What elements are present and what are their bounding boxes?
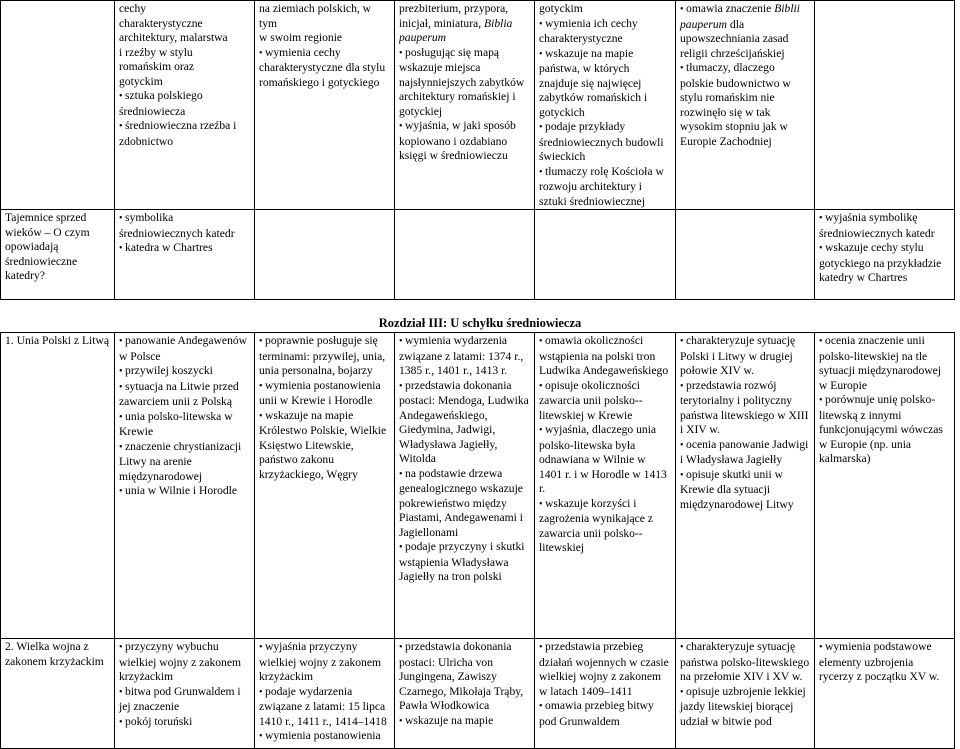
table-cell xyxy=(115,639,255,749)
cell-text: romańskim oraz xyxy=(119,60,195,73)
table-cell xyxy=(535,639,676,749)
table-cell xyxy=(115,210,255,300)
table-cell xyxy=(535,333,676,639)
cell-text: gotyckim xyxy=(539,2,583,15)
italic-term: Biblii pauperum xyxy=(680,2,800,31)
list-item: • omawia okoliczności wstąpienia na polski tron Ludwika Andegaweńskiego xyxy=(539,334,671,379)
list-item: • podaje przykłady średniowiecznych budowli świeckich xyxy=(539,120,671,165)
list-item: • opisuje uzbrojenie lekkiej jazdy litewskiej biorącej udział w bitwie pod xyxy=(680,685,810,730)
table-row xyxy=(1,639,955,749)
table-cell xyxy=(676,1,815,210)
list-item: • podaje przyczyny i skutki wstąpienia Władysława Jagiełły na tron polski xyxy=(399,540,530,585)
list-item: • poprawnie posługuje się terminami: przywilej, unia, unia personalna, bojarzy xyxy=(259,334,390,379)
table-cell xyxy=(395,333,535,639)
list-item: • charakteryzuje sytuację Polski i Litwy w drugiej połowie XIV w. xyxy=(680,334,810,379)
cell-text: architektury, malarstwa xyxy=(119,31,228,44)
list-item: • wymienia postanowienia unii w Krewie i Horodle xyxy=(259,379,390,409)
list-item: • opisuje okoliczności zawarcia unii polsko--litewskiej w Krewie xyxy=(539,379,671,424)
list-item: • wskazuje na mapie Królestwo Polskie, Wielkie Księstwo Litewskie, państwo zakonu krzyżackiego, Węgry xyxy=(259,409,390,483)
list-item: • unia w Wilnie i Horodle xyxy=(119,484,250,500)
table-cell xyxy=(255,210,395,300)
list-item: • tłumaczy, dlaczego polskie budownictwo w stylu romańskim nie rozwinęło się w tak wysokim stopniu jak w Europie Zachodniej xyxy=(680,61,810,149)
list-item: • wskazuje korzyści i zagrożenia wynikające z zawarcia unii polsko--litewskiej xyxy=(539,497,671,556)
list-item: • znaczenie chrystianizacji Litwy na arenie międzynarodowej xyxy=(119,440,250,485)
list-item: • pokój toruński xyxy=(119,715,250,731)
list-item: • omawia przebieg bitwy pod Grunwaldem xyxy=(539,699,671,729)
curriculum-table-bottom xyxy=(0,332,955,749)
cell-text: prezbiterium, przypora, xyxy=(399,2,509,15)
cell-text: dla upowszechniania zasad religii chrześcijańskiej xyxy=(680,17,789,60)
table-cell xyxy=(255,639,395,749)
list-item: • wymienia wydarzenia związane z latami: 1374 r., 1385 r., 1401 r., 1413 r. xyxy=(399,334,530,379)
cell-text: i rzeźby w stylu xyxy=(119,45,193,59)
table-cell xyxy=(676,210,815,300)
table-cell xyxy=(1,1,115,210)
list-item: • posługując się mapą wskazuje miejsca najsłynniejszych zabytków architektury romańskiej i gotyckiej xyxy=(399,46,530,120)
list-item: • wymienia ich cechy charakterystyczne xyxy=(539,17,671,47)
table-row xyxy=(1,333,955,639)
list-item: • wyjaśnia przyczyny wielkiej wojny z zakonem krzyżackim xyxy=(259,640,390,685)
table-cell xyxy=(395,1,535,210)
table-cell xyxy=(815,333,955,639)
list-item: • przedstawia przebieg działań wojennych w czasie wielkiej wojny z zakonem w latach 1409–1411 xyxy=(539,640,671,699)
list-item: • unia polsko-litewska w Krewie xyxy=(119,410,250,440)
list-item: • wyjaśnia, dlaczego unia polsko-litewska była odnawiana w Wilnie w 1401 r. i w Horodle w 1413 r. xyxy=(539,423,671,497)
list-item: • wyjaśnia, w jaki sposób kopiowano i ozdabiano księgi w średniowieczu xyxy=(399,119,530,164)
list-item: • katedra w Chartres xyxy=(119,241,250,257)
list-item: • symbolika średniowiecznych katedr xyxy=(119,211,250,241)
cell-text: charakterystyczne xyxy=(119,16,203,30)
list-item: • przyczyny wybuchu wielkiej wojny z zakonem krzyżackim xyxy=(119,640,250,685)
curriculum-table-top xyxy=(0,0,955,300)
table-cell xyxy=(115,333,255,639)
italic-term: pauperum xyxy=(399,31,447,44)
list-item: • ocenia panowanie Jadwigi i Władysława Jagiełły xyxy=(680,438,810,468)
list-item: • podaje wydarzenia związane z latami: 15 lipca 1410 r., 1411 r., 1414–1418 xyxy=(259,685,390,730)
list-item: • średniowieczna rzeźba i zdobnictwo xyxy=(119,119,250,149)
italic-term: Biblia xyxy=(484,16,513,30)
list-item: • przedstawia dokonania postaci: Mendoga, Ludwika Andegaweńskiego, Giedymina, Jadwigi, Władysława Jagiełły, Witolda xyxy=(399,379,530,467)
list-item: • wskazuje cechy stylu gotyckiego na przykładzie katedry w Chartres xyxy=(819,241,950,286)
list-item: • wyjaśnia symbolikę średniowiecznych katedr xyxy=(819,211,950,241)
list-item: • tłumaczy rolę Kościoła w rozwoju architektury i sztuki średniowiecznej xyxy=(539,165,671,210)
cell-text: inicjał, miniatura, xyxy=(399,16,482,30)
table-cell xyxy=(395,210,535,300)
list-item: • na podstawie drzewa genealogicznego wskazuje pokrewieństwo między Piastami, Andegawenami i Jagiellonami xyxy=(399,467,530,541)
topic-cell: 1. Unia Polski z Litwą xyxy=(1,333,115,639)
cell-text: omawia znaczenie xyxy=(686,2,772,15)
cell-text: w swoim regionie xyxy=(259,31,343,44)
table-cell xyxy=(815,639,955,749)
list-item: • wymienia podstawowe elementy uzbrojenia rycerzy z początku XV w. xyxy=(819,640,950,685)
table-cell xyxy=(815,210,955,300)
list-item: • wymienia postanowienia xyxy=(259,729,390,745)
list-item: • przedstawia rozwój terytorialny i polityczny państwa litewskiego w XIII i XIV w. xyxy=(680,379,810,438)
list-item: • przedstawia dokonania postaci: Ulricha von Jungingena, Zawiszy Czarnego, Mikołaja Trąby, Pawła Włodkowica xyxy=(399,640,530,714)
list-item: • sytuacja na Litwie przed zawarciem unii z Polską xyxy=(119,380,250,410)
list-item: • opisuje skutki unii w Krewie dla sytuacji międzynarodowej Litwy xyxy=(680,468,810,513)
cell-text: na ziemiach polskich, w tym xyxy=(259,2,372,30)
topic-cell: Tajemnice sprzed wieków – O czym opowiadają średniowieczne katedry? xyxy=(1,210,115,300)
list-item: • panowanie Andegawenów w Polsce xyxy=(119,334,250,364)
table-cell xyxy=(115,1,255,210)
table-cell xyxy=(676,333,815,639)
table-cell xyxy=(255,1,395,210)
table-row xyxy=(1,210,955,300)
list-item: • wskazuje na mapie xyxy=(399,714,530,730)
list-item: • porównuje unię polsko-litewską z innymi funkcjonującymi wówczas w Europie (np. unia kalmarska) xyxy=(819,393,950,467)
topic-cell: 2. Wielka wojna z zakonem krzyżackim xyxy=(1,639,115,749)
list-item: • wskazuje na mapie państwa, w których znajduje się najwięcej zabytków romańskich i gotyckich xyxy=(539,47,671,121)
list-item xyxy=(680,2,810,61)
cell-text: gotyckim xyxy=(119,74,163,88)
table-cell xyxy=(535,210,676,300)
list-item: • wymienia cechy charakterystyczne dla stylu romańskiego i gotyckiego xyxy=(259,46,390,91)
list-item: • przywilej koszycki xyxy=(119,364,250,380)
list-item: • ocenia znaczenie unii polsko-litewskiej na tle sytuacji międzynarodowej w Europie xyxy=(819,334,950,393)
table-row xyxy=(1,1,955,210)
table-cell xyxy=(676,639,815,749)
table-cell xyxy=(255,333,395,639)
section-heading: Rozdział III: U schyłku średniowiecza xyxy=(378,316,582,330)
table-cell xyxy=(815,1,955,210)
table-cell xyxy=(535,1,676,210)
list-item: • bitwa pod Grunwaldem i jej znaczenie xyxy=(119,685,250,715)
table-cell xyxy=(395,639,535,749)
list-item: • charakteryzuje sytuację państwa polsko-litewskiego na przełomie XIV i XV w. xyxy=(680,640,810,685)
list-item: • sztuka polskiego średniowiecza xyxy=(119,89,250,119)
cell-text: cechy xyxy=(119,2,147,15)
